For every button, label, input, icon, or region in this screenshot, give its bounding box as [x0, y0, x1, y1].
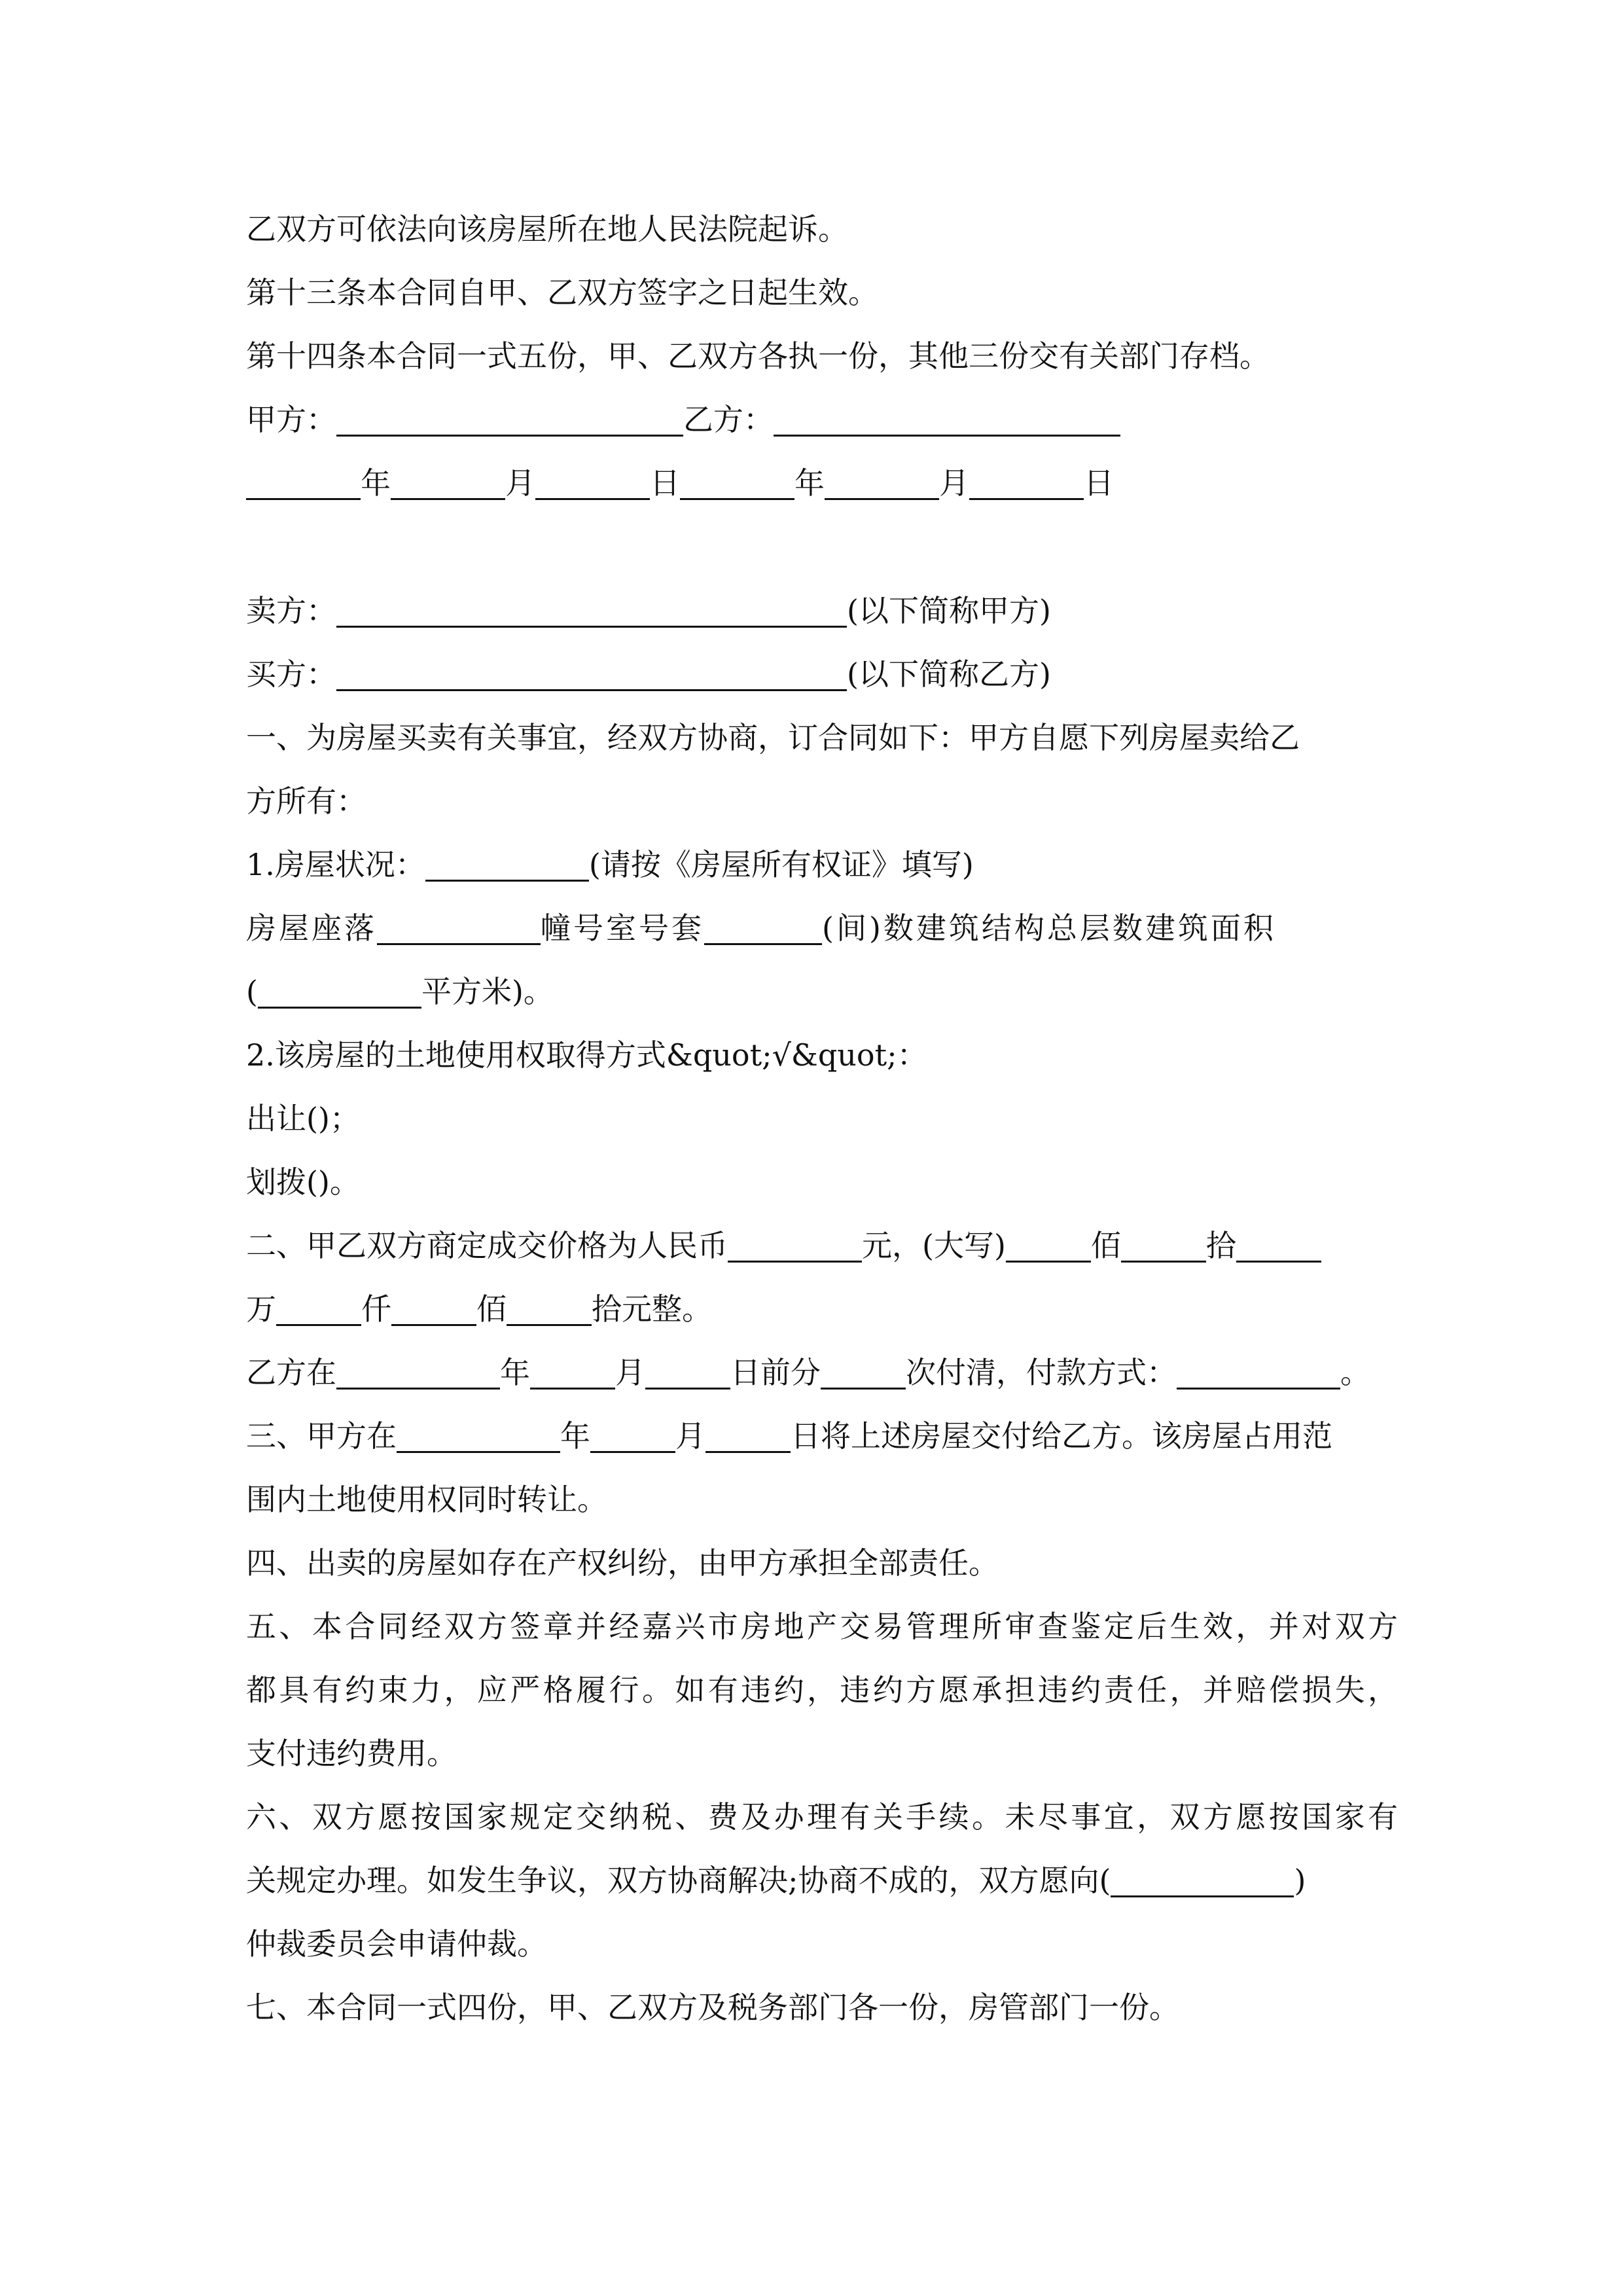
party-a-label: 甲方：: [246, 402, 336, 437]
arbitration-line: [246, 1854, 1398, 1907]
party-a-blank: [336, 398, 683, 437]
day-label: 日前分: [730, 1355, 821, 1390]
month-label: 月: [615, 1355, 645, 1390]
clause-14: [246, 330, 1398, 382]
paren-open: (: [246, 974, 258, 1009]
year-blank: [680, 461, 794, 500]
month-blank: [590, 1414, 675, 1453]
location-label: 房屋座落: [246, 910, 377, 946]
thousand-label: 仟: [361, 1291, 391, 1327]
section-6: [246, 1791, 1398, 1843]
arbitration-blank: [1111, 1859, 1294, 1897]
area-line: [246, 965, 1398, 1018]
price-blank: [728, 1224, 862, 1263]
year-label: 年: [794, 465, 825, 501]
area-blank: [258, 970, 421, 1009]
year-blank: [397, 1414, 560, 1453]
house-status-line: [246, 838, 1398, 891]
area-unit: 平方米)。: [421, 974, 554, 1009]
date-line: [246, 457, 1398, 509]
month-blank: [825, 461, 939, 500]
text-line: [246, 1918, 1398, 1970]
ten-label: 拾: [1205, 1228, 1236, 1263]
rooms-blank: [704, 906, 822, 945]
year-label: 年: [560, 1418, 590, 1454]
section-4: [246, 1537, 1398, 1589]
day-blank: [535, 461, 650, 500]
house-status-blank: [425, 843, 589, 882]
thousand-blank: [276, 1287, 361, 1326]
clause-13: [246, 266, 1398, 319]
seller-label: 卖方：: [246, 593, 336, 628]
signature-line: [246, 393, 1398, 446]
text: 第十四条本合同一式五份，甲、乙双方各执一份，其他三份交有关部门存档。: [246, 338, 1270, 374]
month-label: 月: [675, 1418, 705, 1454]
payment-label: 乙方在: [246, 1355, 336, 1390]
option-transfer: [246, 1092, 1398, 1145]
buyer-line: [246, 648, 1398, 700]
house-status-label: 1.房屋状况：: [246, 847, 425, 882]
text: 仲裁委员会申请仲裁。: [246, 1926, 547, 1962]
buyer-label: 买方：: [246, 656, 336, 692]
day-blank: [969, 461, 1084, 500]
payment-line: [246, 1346, 1398, 1399]
month-blank: [391, 461, 505, 500]
text-line: [246, 1727, 1398, 1780]
text: 五、本合同经双方签章并经嘉兴市房地产交易管理所审查鉴定后生效，并对双方: [246, 1609, 1398, 1644]
month-label: 月: [939, 465, 969, 501]
text: 2.该房屋的土地使用权取得方式&quot;√&quot;：: [246, 1037, 927, 1073]
delivery-text: 日将上述房屋交付给乙方。该房屋占用范: [791, 1418, 1332, 1454]
text: 四、出卖的房屋如存在产权纠纷，由甲方承担全部责任。: [246, 1545, 999, 1581]
hundred-blank: [391, 1287, 476, 1326]
text: 都具有约束力，应严格履行。如有违约，违约方愿承担违约责任，并赔偿损失，: [246, 1672, 1398, 1708]
wan-label: 万: [246, 1291, 276, 1327]
land-right-line: [246, 1029, 1398, 1081]
price-line-2: [246, 1283, 1398, 1335]
text: 七、本合同一式四份，甲、乙双方及税务部门各一份，房管部门一份。: [246, 1990, 1179, 2025]
text-line: [246, 203, 1398, 255]
text-line: [246, 1664, 1398, 1716]
delivery-line: [246, 1410, 1398, 1462]
ten-blank: [1121, 1224, 1206, 1263]
seller-line: [246, 584, 1398, 637]
buyer-blank: [336, 653, 847, 691]
text: 第十三条本合同自甲、乙双方签字之日起生效。: [246, 275, 878, 310]
hundred-blank: [1006, 1224, 1091, 1263]
party-b-label: 乙方：: [683, 402, 774, 437]
location-blank: [377, 906, 541, 945]
seller-blank: [336, 589, 847, 628]
installments-blank: [821, 1351, 906, 1390]
delivery-label: 三、甲方在: [246, 1418, 397, 1454]
year-blank: [336, 1351, 500, 1390]
text-line: [246, 775, 1398, 827]
section-7: [246, 1981, 1398, 2034]
hundred-label: 佰: [476, 1291, 507, 1327]
day-label: 日: [650, 465, 680, 501]
option-allocation: [246, 1156, 1398, 1208]
structure-label: (间)数建筑结构总层数建筑面积: [822, 910, 1276, 946]
text: 方所有：: [246, 783, 366, 819]
text: 支付违约费用。: [246, 1736, 457, 1771]
month-label: 月: [505, 465, 535, 501]
buyer-note: (以下简称乙方): [847, 656, 1051, 692]
building-label: 幢号室号套: [541, 910, 704, 946]
year-blank: [246, 461, 361, 500]
price-label: 二、甲乙双方商定成交价格为人民币: [246, 1228, 728, 1263]
payment-method-label: 次付清，付款方式：: [906, 1355, 1177, 1390]
paren-close: ): [1294, 1863, 1306, 1898]
price-line: [246, 1219, 1398, 1272]
ten-yuan-label: 拾元整。: [592, 1291, 712, 1327]
seller-note: (以下简称甲方): [847, 593, 1051, 628]
day-label: 日: [1084, 465, 1114, 501]
section-5: [246, 1600, 1398, 1653]
year-label: 年: [361, 465, 391, 501]
text: 出让()；: [246, 1101, 360, 1136]
day-blank: [645, 1351, 730, 1390]
hundred-label: 佰: [1090, 1228, 1121, 1263]
text: 乙双方可依法向该房屋所在地人民法院起诉。: [246, 211, 848, 247]
uppercase-label: 元，(大写): [862, 1228, 1006, 1263]
text: 围内土地使用权同时转让。: [246, 1482, 607, 1517]
section-1: [246, 711, 1398, 764]
text-line: [246, 1473, 1398, 1526]
house-location-line: [246, 902, 1398, 954]
house-status-note: (请按《房屋所有权证》填写): [588, 847, 974, 882]
text: 划拨()。: [246, 1164, 360, 1200]
month-blank: [530, 1351, 615, 1390]
extra-blank: [1236, 1224, 1321, 1263]
payment-method-blank: [1177, 1351, 1340, 1390]
text: 一、为房屋买卖有关事宜，经双方协商，订合同如下：甲方自愿下列房屋卖给乙: [246, 720, 1300, 755]
year-label: 年: [500, 1355, 530, 1390]
text: 六、双方愿按国家规定交纳税、费及办理有关手续。未尽事宜，双方愿按国家有: [246, 1799, 1398, 1835]
party-b-blank: [774, 398, 1120, 437]
day-blank: [705, 1414, 791, 1453]
arbitration-text: 关规定办理。如发生争议，双方协商解决;协商不成的，双方愿向(: [246, 1863, 1111, 1898]
ten-blank: [507, 1287, 592, 1326]
period: 。: [1340, 1355, 1370, 1390]
